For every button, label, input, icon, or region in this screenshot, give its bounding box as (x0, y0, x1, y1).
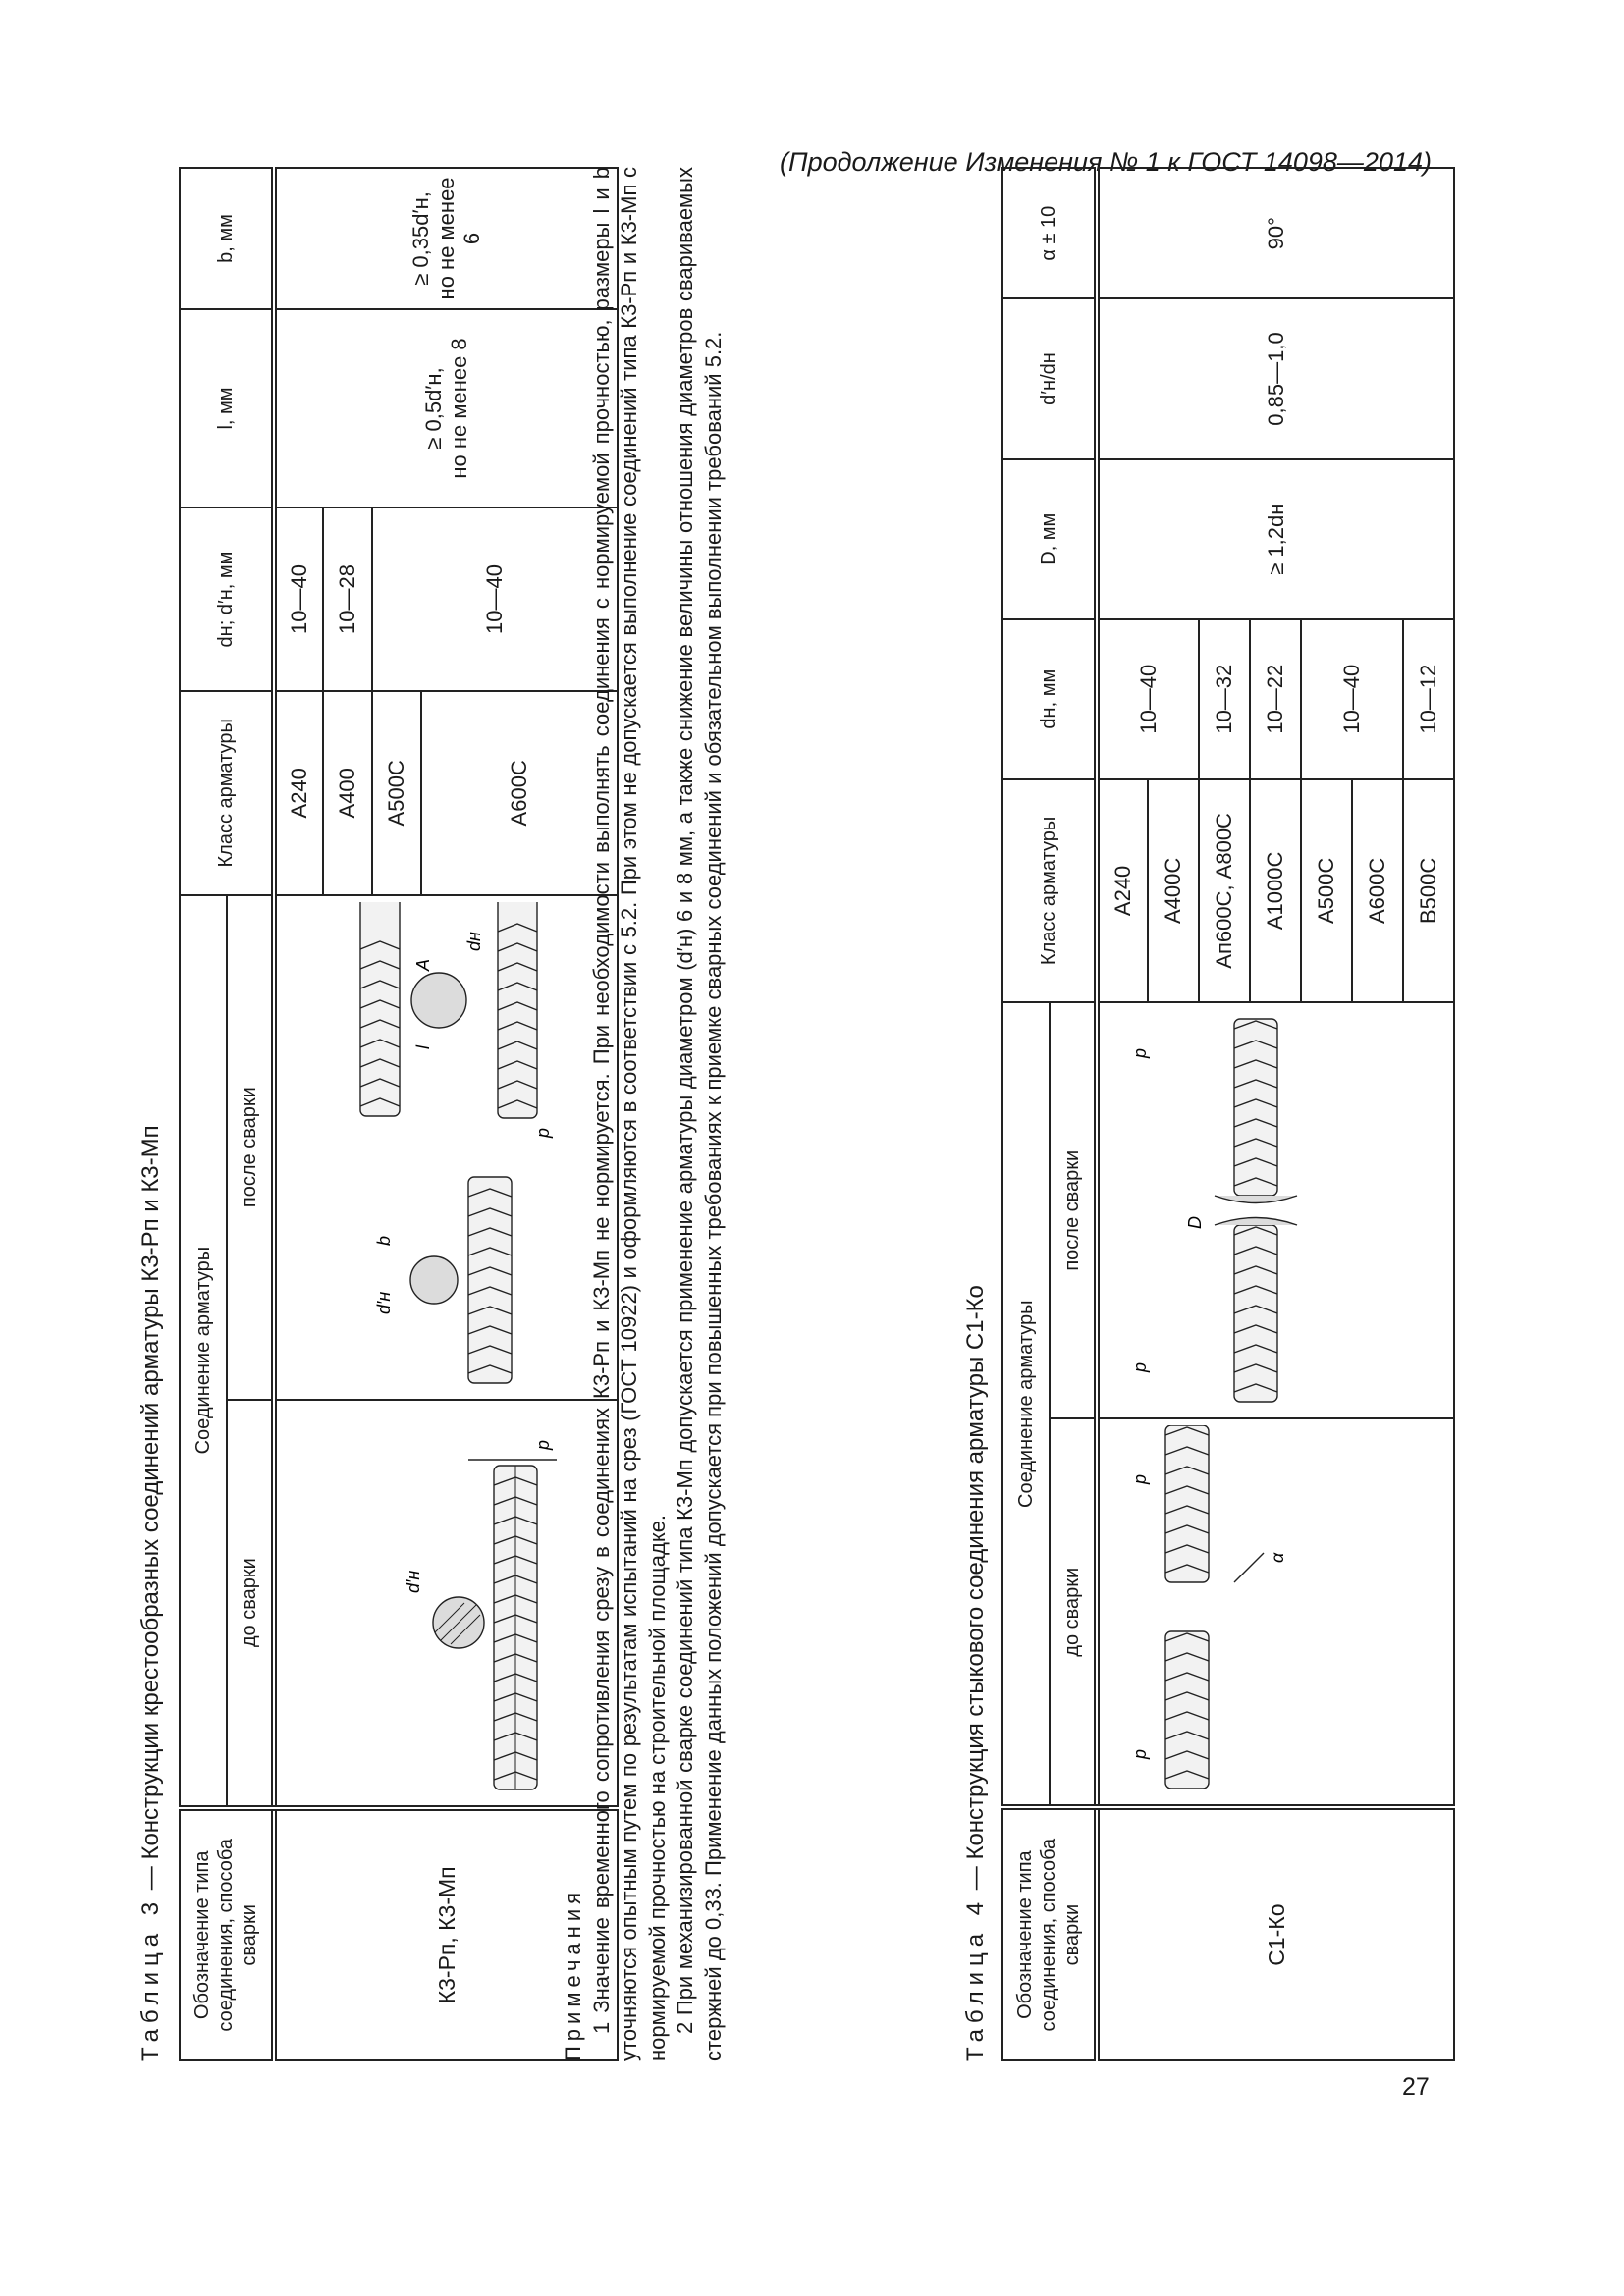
note-2: 2 При механизированной сварке соединений типа К3-Мп допускается применение арматуры диаметром (d′н) 6 и 8 мм, а также снижение величины отношения диаметров свариваемых стержней до 0,33. Применение данных положений допускается при повышенных требованиях к приемке сварных соединений и обязательном выполнении требований 5.2. (673, 167, 726, 2061)
table3-col-b: b, мм (180, 168, 274, 309)
table4-after-label-p1: р (1130, 1362, 1150, 1373)
table4-alpha-value: 90° (1097, 168, 1454, 298)
table3-l-value: ≥ 0,5d′н, (421, 367, 446, 450)
table3-after-label-l: l (413, 1044, 433, 1049)
table3-col-after: после сварки (227, 895, 274, 1400)
table3-col-class: Класс арматуры (180, 691, 274, 895)
table4-class-1: А400С (1148, 779, 1199, 1003)
table3-before-label-p: р (533, 1439, 553, 1450)
table3-diam-1: 10—28 (323, 507, 372, 691)
table4-before-label-alpha: α (1268, 1552, 1287, 1564)
table3-class-3: А600С (421, 691, 618, 895)
table3-after-label-b: b (374, 1235, 394, 1246)
table4-designation: С1-Ко (1097, 1807, 1454, 2060)
table4-before-drawing (1107, 1425, 1440, 1798)
table4-diam-6: 10—12 (1403, 619, 1454, 779)
table4-class-4: А500С (1301, 779, 1352, 1003)
table3-l-value2: но не менее 8 (447, 338, 471, 479)
table3-col-diam: dн; d′н, мм (180, 507, 274, 691)
table4-diam-4: 10—40 (1301, 619, 1403, 779)
table3-designation: К3-Рп, К3-Мп (274, 1808, 618, 2060)
table4-caption (962, 1285, 990, 2061)
table4-diam-0: 10—40 (1097, 619, 1199, 779)
table4-col-class: Класс арматуры (1002, 779, 1097, 1003)
table4-class-5: А600С (1352, 779, 1403, 1003)
table4-diam-3: 10—22 (1250, 619, 1301, 779)
table4-col-diam: dн, мм (1002, 619, 1097, 779)
table3-caption-text: — Конструкции крестообразных соединений арматуры К3-Рп и К3-Мп (137, 1125, 164, 1891)
table4-after-label-D: D (1185, 1216, 1205, 1230)
table4 (1001, 167, 1455, 2061)
table4-diagram-after (1097, 1002, 1454, 1418)
table4-after-label-p2: р (1130, 1048, 1150, 1059)
table4-D-value: ≥ 1,2dн (1097, 459, 1454, 619)
table4-col-alpha: α ± 10 (1002, 168, 1097, 298)
table3-caption-label: Таблица 3 (137, 1896, 164, 2061)
table3-after-label-a: A (413, 958, 433, 971)
table3-caption (137, 1125, 165, 2061)
table3-b-value: ≥ 0,35d′н, (408, 191, 433, 286)
table4-col-after: после сварки (1050, 1002, 1097, 1418)
table4-diam-2: 10—32 (1199, 619, 1250, 779)
table4-col-before: до сварки (1050, 1418, 1097, 1807)
table3-diam-0: 10—40 (274, 507, 323, 691)
table3-class-2: А500С (372, 691, 421, 895)
table3-after-drawing (321, 902, 567, 1393)
table4-caption-label: Таблица 4 (962, 1896, 989, 2061)
page-number: 27 (1402, 2073, 1430, 2101)
table4-ratio-value: 0,85—1,0 (1097, 298, 1454, 458)
table4-col-connection: Соединение арматуры (1002, 1002, 1050, 1807)
table4-class-0: А240 (1097, 779, 1148, 1003)
table4-caption-text: — Конструкция стыкового соединения арматуры С1-Ко (962, 1285, 989, 1891)
running-header: (Продолжение Изменения № 1 к ГОСТ 14098—2014) (780, 147, 1432, 177)
table3-after-label-dn-prime: d′н (374, 1291, 394, 1314)
table4-col-D: D, мм (1002, 459, 1097, 619)
table3-class-1: А400 (323, 691, 372, 895)
table3-col-designation: Обозначение типа соединения, способа сварки (180, 1808, 274, 2060)
table4-col-designation: Обозначение типа соединения, способа сварки (1002, 1807, 1097, 2060)
table4-after-drawing (1107, 1009, 1440, 1412)
table3-col-before: до сварки (227, 1400, 274, 1808)
table4-class-2: Ап600С, А800С (1199, 779, 1250, 1003)
notes-title: Примечания (561, 1887, 585, 2061)
landscape-content (137, 137, 1443, 2061)
table3-before-drawing (321, 1407, 567, 1799)
note-1: 1 Значение временного сопротивления срезу в соединениях К3-Рп и К3-Мп не нормируется. При необходимости выполнять соединения с нормируемой прочностью, размеры l и b уточняются опытным путем по результатам испытаний на срез (ГОСТ 10922) и оформляются в соответствии с 5.2. При этом не допускается выполнение соединений типа К3-Рп и К3-Мп с нормируемой прочностью на строительной площадке. (588, 167, 670, 2061)
table4-before-label-p2: р (1130, 1474, 1150, 1485)
table3-before-label-dn: d′н (404, 1570, 423, 1593)
table4-col-ratio: d′н/dн (1002, 298, 1097, 458)
table3-b-value2: но не менее 6 (434, 177, 484, 300)
table4-class-6: В500С (1403, 779, 1454, 1003)
table4-diagram-before (1097, 1418, 1454, 1807)
table3-after-label-dn: dн (464, 931, 484, 951)
table3 (179, 167, 619, 2061)
table3-diam-2: 10—40 (372, 507, 618, 691)
table4-before-label-p1: р (1130, 1749, 1150, 1760)
table3-after-label-p: р (533, 1127, 553, 1138)
table3-notes (560, 167, 729, 2061)
table3-col-l: l, мм (180, 309, 274, 507)
table3-col-connection: Соединение арматуры (180, 895, 227, 1808)
table3-class-0: А240 (274, 691, 323, 895)
table4-class-3: А1000С (1250, 779, 1301, 1003)
